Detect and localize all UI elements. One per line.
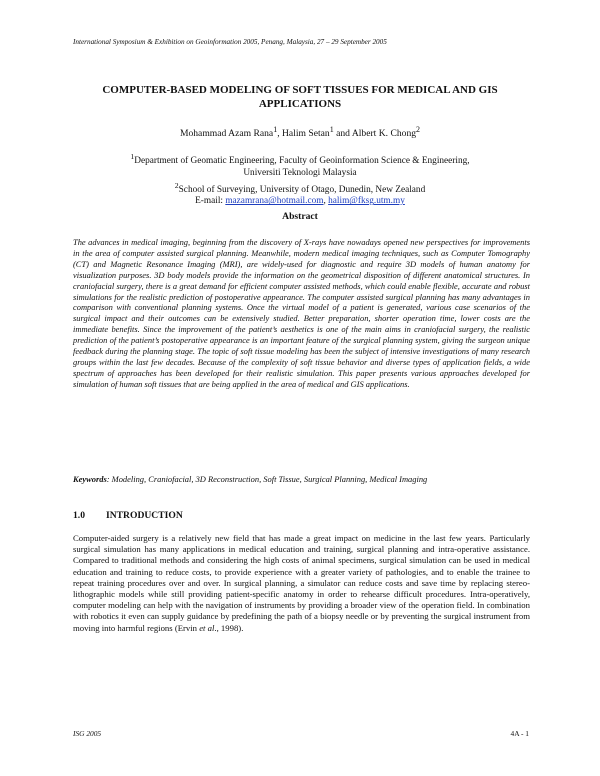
intro-text-main: Computer-aided surgery is a relatively new field that has made a great impact on medicine in the last few years. Particularly surgical simulation has many applications in medical education and training, surgical planning and intra-operative assistance. Compared to traditional methods and considering the high costs of animal specimens, surgical simulation can be used in medical education and training to reduce costs, to provide experience with a greater variety of pathologies, and to enable the trainee to repeat training procedures over and over. In surgical planning, a simulator can reduce costs and save time by replacing stereo-lithographic models while still providing patient-specific anatomy in order to rehearse difficult procedures. Intra-operatively, computer modeling can help with the navigation of instruments by providing a broader view of the operation field. In combination with robotics it even can supply guidance by predefining the path of a biopsy needle or by preventing the surgical instrument from moving into harmful regions (Ervin: [73, 533, 530, 633]
keywords-line: [73, 474, 530, 485]
author-separator-1: ,: [277, 128, 282, 140]
affiliation-1: [60, 151, 540, 168]
title-line-2: APPLICATIONS: [258, 98, 342, 110]
abstract-text: The advances in medical imaging, beginning from the discovery of X-rays have nowadays opened new perspectives for improvements in the area of computer assisted surgical planning. Meanwhile, modern medical imaging techniques, such as Computer Tomography (CT) and Magnetic Resonance Imaging (MRI), are widely-used for diagnostic and require 3D models of human anatomy for visualization purposes. 3D body models provide the information on the geometrical disposition of different anatomical structures. In craniofacial surgery, there is a great demand for efficient computer assisted methods, which could enable flexible, accurate and robust simulations for the realistic prediction of postoperative appearance. The computer assisted surgical planning has many advantages in comparison with conventional planning systems. Once the virtual model of a patient is generated, various case scenarios of the surgical impact and their outcomes can be extensively studied. Better preparation, shorter operation time, lower costs are the immediate benefits. Since the improvement of the patient’s aesthetics is one of the main aims in craniofacial surgery, the realistic prediction of the patient’s postoperative appearance is an important feature of the surgical planning system, giving the surgeon unique feedback during the planning stage. The topic of soft tissue modeling has been the subject of intensive investigations of many research groups within the last few decades. Because of the complexity of soft tissue behavior and diverse types of application fields, a wide spectrum of approaches has been developed for their realistic simulation. This paper presents various approaches developed for simulation of human soft tissues that are being applied in the area of medical and GIS applications.: [73, 237, 530, 389]
intro-text-end: ., 1998).: [214, 622, 244, 633]
affiliation-2-line-1: School of Surveying, University of Otago, Dunedin, New Zealand: [178, 184, 426, 195]
email-link-1[interactable]: mazamrana@hotmail.com: [225, 196, 324, 207]
keywords-text: : Modeling, Craniofacial, 3D Reconstruction, Soft Tissue, Surgical Planning, Medical Imaging: [106, 474, 428, 484]
affiliation-2-marker: 2: [174, 180, 179, 190]
author-2: Halim Setan: [281, 128, 330, 140]
footer-left: ISG 2005: [73, 729, 102, 738]
title-line-1: COMPUTER-BASED MODELING OF SOFT TISSUES FOR MEDICAL AND GIS: [102, 84, 498, 96]
author-3: Albert K. Chong: [351, 128, 417, 140]
author-2-affil: 1: [329, 125, 334, 134]
section-heading-introduction: [73, 510, 530, 521]
abstract-heading: Abstract: [282, 211, 318, 222]
introduction-paragraph: [73, 533, 530, 634]
email-separator: ,: [323, 196, 329, 207]
author-separator-2: and: [333, 128, 352, 140]
author-3-affil: 2: [416, 125, 421, 134]
author-1: Mohammad Azam Rana: [179, 128, 274, 140]
page-number: 4A - 1: [510, 729, 529, 738]
email-label: E-mail:: [195, 196, 226, 207]
affiliation-1-marker: 1: [130, 152, 135, 161]
intro-text-italic: et al: [199, 622, 215, 633]
affiliation-1-line-2: Universiti Teknologi Malaysia: [243, 167, 357, 178]
affiliations: [60, 151, 540, 208]
section-number: 1.0: [73, 510, 85, 521]
affiliation-2: [60, 180, 540, 197]
email-line: [60, 196, 540, 208]
section-title: INTRODUCTION: [106, 510, 183, 521]
paper-title: [60, 83, 540, 111]
affiliation-1-line-1: Department of Geomatic Engineering, Faculty of Geoinformation Science & Engineering,: [134, 156, 470, 167]
author-list: [60, 124, 540, 140]
keywords-label: Keywords: [73, 474, 107, 484]
conference-header: International Symposium & Exhibition on Geoinformation 2005, Penang, Malaysia, 27 – 29 September 2005: [73, 38, 387, 46]
email-link-2[interactable]: halim@fksg.utm.my: [328, 196, 405, 207]
author-1-affil: 1: [273, 125, 278, 134]
